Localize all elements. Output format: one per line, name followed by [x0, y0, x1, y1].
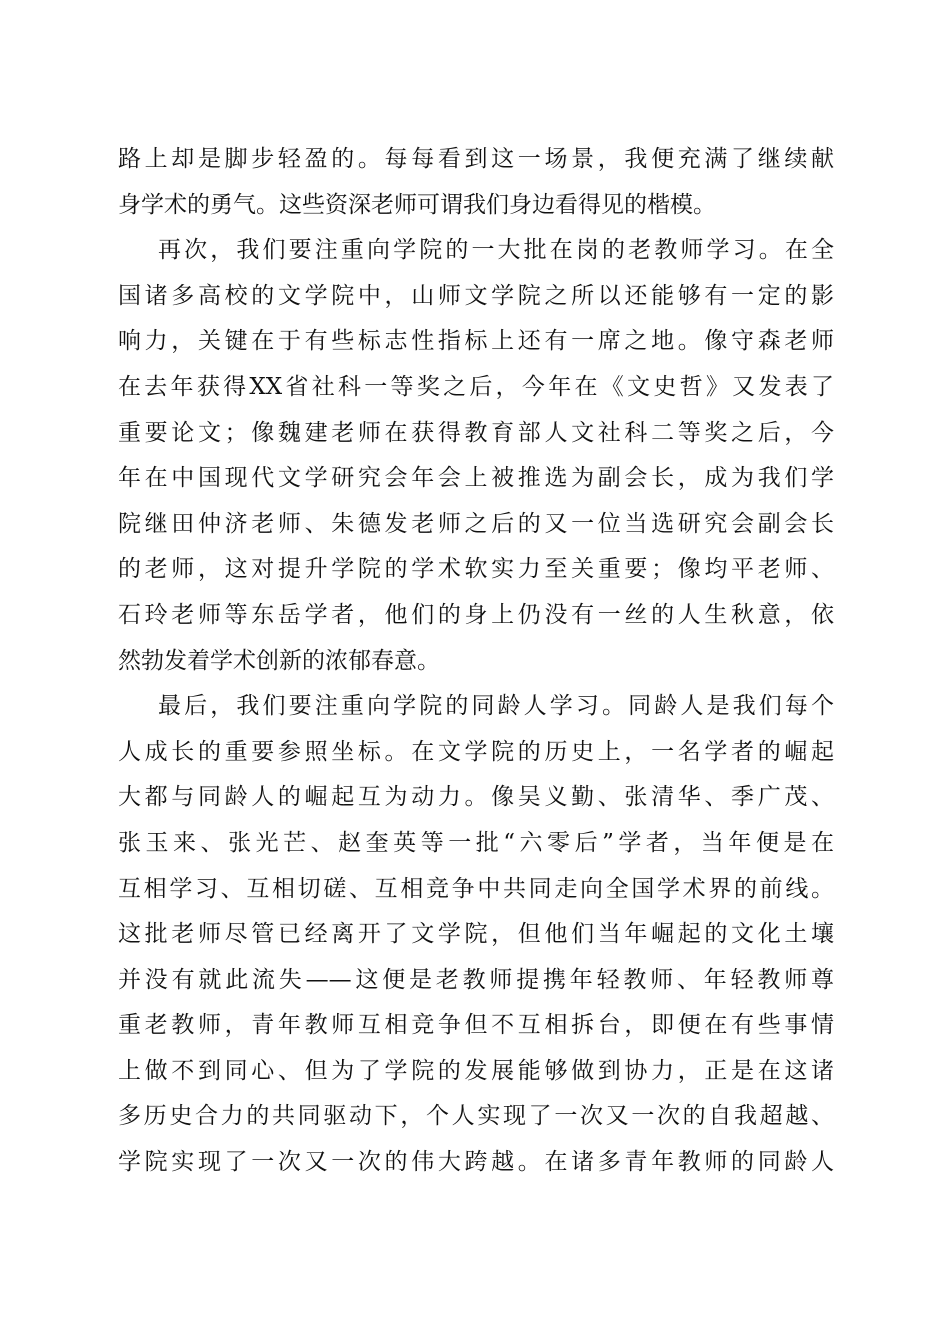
text-line: 再次，我们要注重向学院的一大批在岗的老教师学习。在全 [158, 237, 834, 264]
text-line: 的老师，这对提升学院的学术软实力至关重要；像均平老师、 [118, 556, 834, 583]
text-line: 张玉来、张光芒、赵奎英等一批“六零后”学者，当年便是在 [118, 829, 834, 856]
text-line: 石玲老师等东岳学者，他们的身上仍没有一丝的人生秋意，依 [118, 601, 834, 628]
text-line: 国诸多高校的文学院中，山师文学院之所以还能够有一定的影 [118, 282, 834, 309]
text-line: 最后，我们要注重向学院的同龄人学习。同龄人是我们每个 [158, 693, 834, 720]
text-line: 上做不到同心、但为了学院的发展能够做到协力，正是在这诸 [118, 1057, 834, 1084]
text-line: 这批老师尽管已经离开了文学院，但他们当年崛起的文化土壤 [118, 921, 834, 948]
text-line: 路上却是脚步轻盈的。每每看到这一场景，我便充满了继续献 [118, 146, 834, 172]
text-line: 年在中国现代文学研究会年会上被推选为副会长，成为我们学 [118, 465, 834, 492]
text-line: 然勃发着学术创新的浓郁春意。 [118, 647, 440, 674]
text-line: 在去年获得XX省社科一等奖之后，今年在《文史哲》又发表了 [118, 373, 834, 400]
paragraph-3 [118, 684, 834, 1186]
text-line: 重要论文；像魏建老师在获得教育部人文社科二等奖之后，今 [118, 419, 834, 446]
text-line: 学院实现了一次又一次的伟大跨越。在诸多青年教师的同龄人 [118, 1149, 834, 1176]
text-line: 并没有就此流失——这便是老教师提携年轻教师、年轻教师尊 [118, 966, 834, 993]
text-line: 身学术的勇气。这些资深老师可谓我们身边看得见的楷模。 [118, 191, 716, 218]
text-line: 院继田仲济老师、朱德发老师之后的又一位当选研究会副会长 [118, 510, 834, 537]
text-line: 人成长的重要参照坐标。在文学院的历史上，一名学者的崛起 [118, 738, 834, 765]
paragraph-1 [118, 137, 834, 228]
text-line: 重老教师，青年教师互相竞争但不互相拆台，即便在有些事情 [118, 1012, 834, 1039]
text-line: 多历史合力的共同驱动下，个人实现了一次又一次的自我超越、 [118, 1103, 834, 1130]
text-line: 大都与同龄人的崛起互为动力。像吴义勤、张清华、季广茂、 [118, 784, 834, 811]
paragraph-2 [118, 228, 834, 684]
text-line: 互相学习、互相切磋、互相竞争中共同走向全国学术界的前线。 [118, 875, 834, 902]
document-body [118, 137, 834, 1186]
text-line: 响力，关键在于有些标志性指标上还有一席之地。像守森老师 [118, 328, 834, 355]
